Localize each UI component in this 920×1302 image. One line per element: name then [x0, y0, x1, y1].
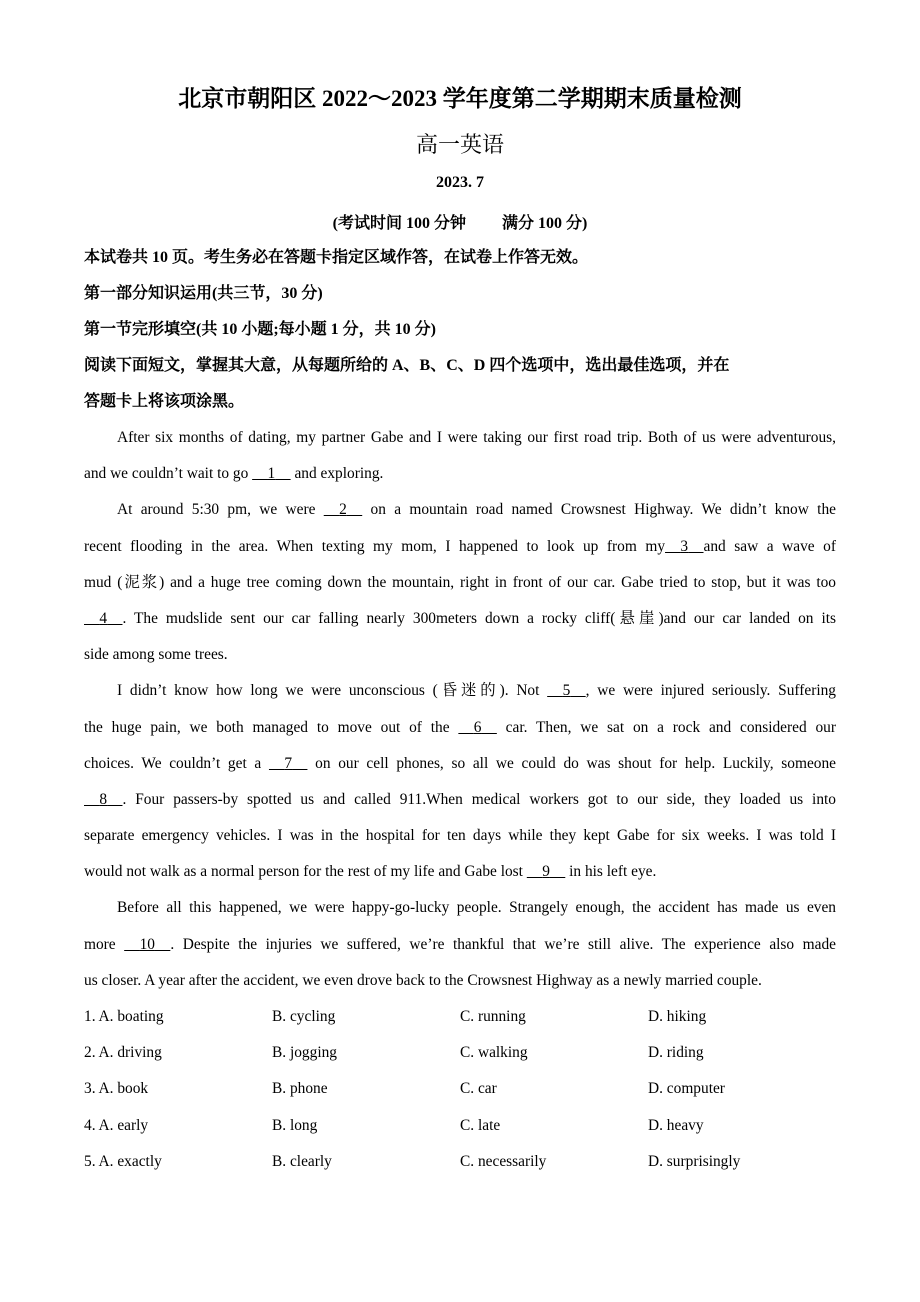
exam-time: (考试时间 100 分钟 [332, 215, 466, 232]
cloze-blank [124, 927, 170, 963]
cloze-blank [84, 782, 122, 818]
passage-line [84, 782, 836, 818]
passage-text: the huge pain, we both managed to move out of the [84, 718, 459, 736]
blank-number: 9 [542, 863, 550, 881]
option-choice: 1. A. boating [84, 1008, 164, 1025]
answer-options [84, 999, 836, 1180]
cloze-blank [252, 456, 290, 492]
passage-text: would not walk as a normal person for the rest of my life and Gabe lost [84, 863, 527, 881]
option-choice: 5. A. exactly [84, 1152, 162, 1170]
blank-number: 1 [267, 465, 276, 483]
instruction-line: 答题卡上将该项涂黑。 [84, 393, 245, 410]
option-choice: B. cycling [272, 1008, 336, 1025]
passage-line [84, 890, 836, 926]
passage-line [84, 710, 836, 746]
option-choice: D. hiking [648, 1008, 707, 1025]
option-choice: B. phone [272, 1080, 328, 1098]
passage-text: After six months of dating, my partner Gabe and I were taking our first road trip. Both of us were adventurous, [117, 429, 836, 446]
cloze-passage [84, 420, 836, 999]
blank-number: 7 [284, 754, 293, 772]
option-choice: B. clearly [272, 1152, 332, 1170]
passage-text: Before all this happened, we were happy-go-lucky people. Strangely enough, the accident has made us even [117, 899, 836, 917]
passage-text: , we were injured seriously. Suffering [585, 682, 836, 700]
passage-text: and exploring. [290, 465, 384, 483]
passage-line [84, 492, 836, 528]
blank-number: 5 [562, 682, 571, 700]
passage-text: . Four passers-by spotted us and called 911.When medical workers got to our side, they loaded us into [122, 790, 836, 808]
exam-date: 2023. 7 [436, 174, 484, 191]
option-choice: 2. A. driving [84, 1044, 162, 1062]
cloze-blank [324, 492, 362, 528]
passage-text: and saw a wave of [703, 537, 837, 555]
option-choice: B. jogging [272, 1044, 337, 1062]
blank-number: 3 [680, 537, 689, 555]
instruction-line: 本试卷共 10 页。考生务必在答题卡指定区域作答，在试卷上作答无效。 [84, 249, 589, 266]
passage-text: on a mountain road named Crowsnest Highway. We didn’t know the [362, 501, 836, 519]
cloze-blank [665, 529, 703, 565]
passage-text: At around 5:30 pm, we were [117, 501, 324, 519]
passage-line [84, 746, 836, 782]
section-heading: 第一部分知识运用(共三节，30 分) [84, 285, 323, 302]
passage-text: side among some trees. [84, 646, 228, 664]
passage-line [84, 673, 836, 709]
passage-text: and we couldn’t wait to go [84, 465, 253, 483]
full-score: 满分 100 分) [502, 215, 588, 232]
blank-number: 10 [139, 935, 155, 953]
cloze-blank [269, 746, 307, 782]
passage-line [84, 456, 836, 492]
passage-line [84, 637, 836, 673]
passage-line [84, 565, 836, 601]
question-options-row [84, 1144, 836, 1180]
option-choice: D. computer [648, 1080, 725, 1098]
passage-text: recent flooding in the area. When texting my mom, I happened to look up from my [84, 537, 666, 555]
subsection-heading: 第一节完形填空(共 10 小题;每小题 1 分，共 10 分) [84, 321, 436, 338]
passage-text: separate emergency vehicles. I was in the hospital for ten days while they kept Gabe for six weeks. I was told I [84, 827, 836, 845]
passage-text: more [84, 935, 125, 953]
blank-number: 8 [99, 790, 108, 808]
instruction-line: 阅读下面短文，掌握其大意，从每题所给的 A、B、C、D 四个选项中，选出最佳选项，并在 [84, 357, 730, 374]
cloze-blank [458, 710, 496, 746]
cloze-blank [527, 854, 565, 890]
passage-text: choices. We couldn’t get a [84, 754, 269, 772]
question-options-row [84, 999, 836, 1035]
option-choice: C. running [460, 1008, 526, 1025]
passage-text: I didn’t know how long we were unconscious (昏迷的). Not [117, 682, 548, 700]
option-choice: B. long [272, 1116, 318, 1134]
option-choice: C. car [460, 1080, 497, 1098]
passage-line [84, 927, 836, 963]
blank-number: 2 [339, 501, 347, 519]
blank-number: 4 [99, 609, 108, 627]
option-choice: D. heavy [648, 1116, 704, 1134]
option-choice: 3. A. book [84, 1080, 149, 1098]
exam-subject: 高一英语 [415, 132, 504, 157]
exam-info [0, 210, 920, 233]
passage-text: . The mudslide sent our car falling nearly 300meters down a rocky cliff(悬崖)and our car landed on its [122, 609, 836, 627]
option-choice: C. walking [460, 1044, 528, 1062]
question-options-row [84, 1071, 836, 1107]
passage-text: in his left eye. [565, 863, 657, 881]
option-choice: 4. A. early [84, 1116, 149, 1134]
option-choice: D. surprisingly [648, 1152, 741, 1170]
cloze-blank [84, 601, 122, 637]
passage-text: on our cell phones, so all we could do was shout for help. Luckily, someone [307, 754, 836, 772]
question-options-row [84, 1108, 836, 1144]
passage-line [84, 854, 836, 890]
passage-line [84, 601, 836, 637]
passage-line [84, 529, 836, 565]
passage-text: us closer. A year after the accident, we even drove back to the Crowsnest Highway as a newly married couple. [84, 971, 762, 989]
passage-line [84, 818, 836, 854]
option-choice: C. necessarily [460, 1152, 547, 1170]
passage-text: car. Then, we sat on a rock and considered our [496, 718, 836, 736]
passage-line [84, 963, 836, 999]
option-choice: C. late [460, 1116, 501, 1134]
exam-title: 北京市朝阳区 2022～2023 学年度第二学期期末质量检测 [178, 86, 742, 111]
blank-number: 6 [473, 718, 482, 736]
question-options-row [84, 1035, 836, 1071]
passage-text: mud (泥浆) and a huge tree coming down the mountain, right in front of our car. Gabe tried to stop, but it was too [84, 573, 836, 591]
cloze-blank [547, 673, 585, 709]
option-choice: D. riding [648, 1044, 704, 1062]
passage-text: . Despite the injuries we suffered, we’re thankful that we’re still alive. The experience also made [170, 935, 836, 953]
passage-line [84, 420, 836, 456]
